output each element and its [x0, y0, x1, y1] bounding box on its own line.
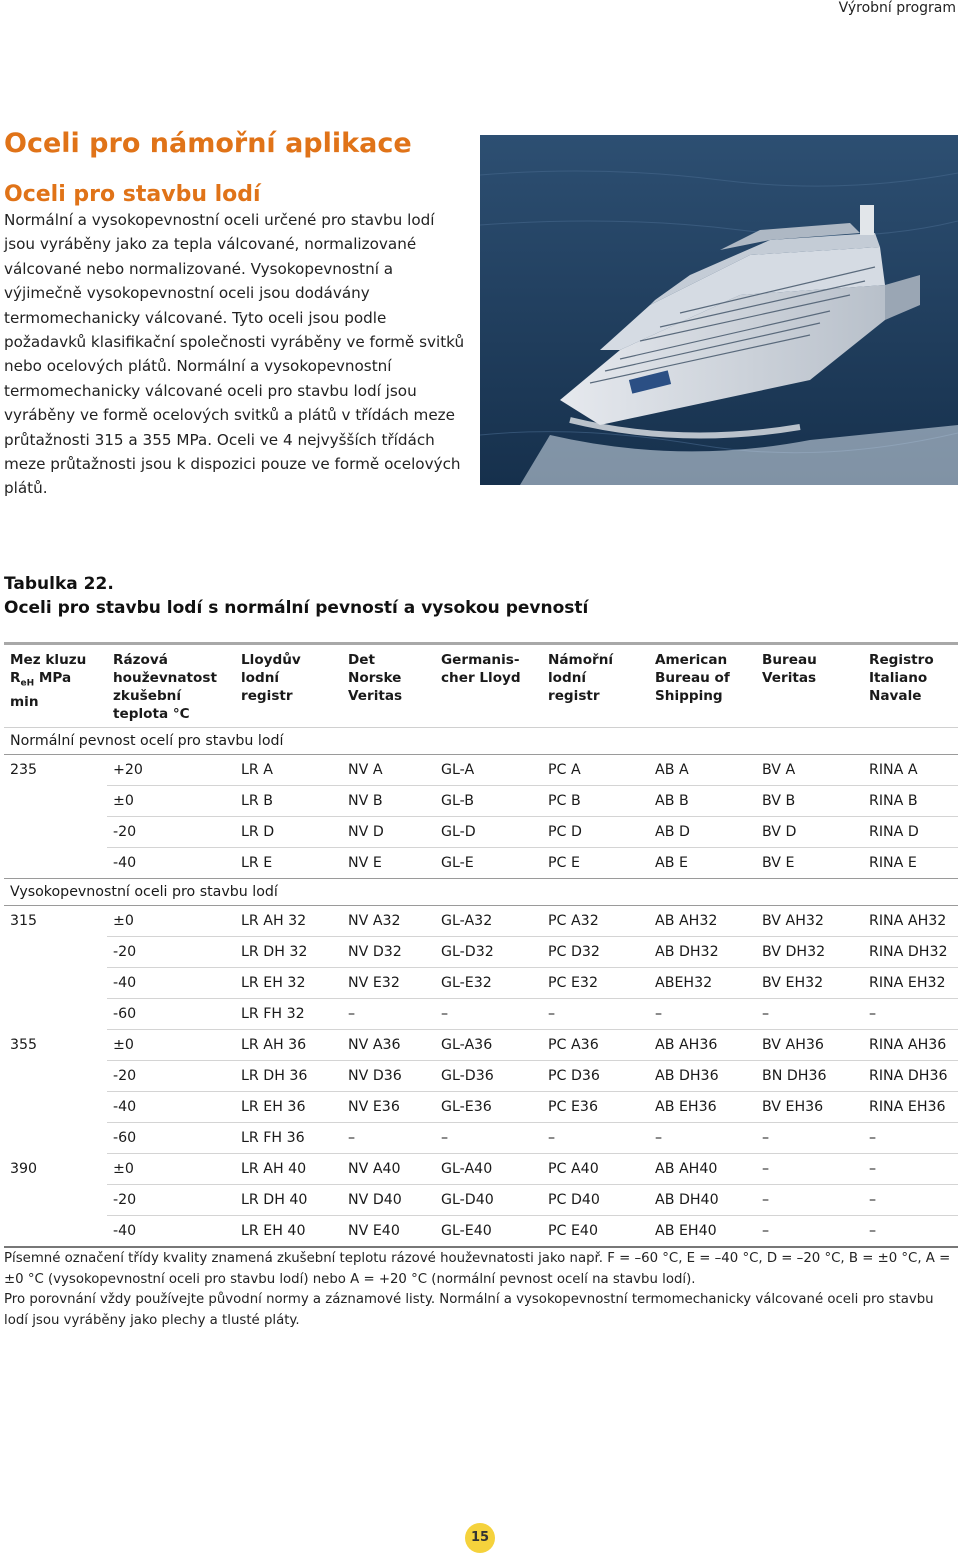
table-row [4, 1092, 958, 1123]
table-cell: NV D [342, 817, 435, 848]
table-cell: NV E32 [342, 968, 435, 999]
table-cell: 355 [10, 1037, 38, 1053]
table-cell: PC E32 [542, 968, 649, 999]
table-cell: -60 [107, 1123, 235, 1154]
table-cell: – [649, 1123, 756, 1154]
table-cell: GL-E32 [435, 968, 542, 999]
table-cell: NV D36 [342, 1061, 435, 1092]
note-comparison: Pro porovnání vždy používejte původní normy a záznamové listy. Normální a vysokopevnostní termomechanicky válcované oceli pro stavbu lodí jsou vyráběny jako plechy a tlusté pláty. [4, 1292, 934, 1328]
table-row [4, 1154, 958, 1185]
table-cell: NV A40 [342, 1154, 435, 1185]
intro-paragraph: Normální a vysokopevnostní oceli určené pro stavbu lodí jsou vyráběny jako za tepla válcované, normalizované válcované nebo normalizované. Vysokopevnostní a výjimečně vysokopevnostní oceli jsou dodávány termomechanicky válcované. Tyto oceli jsou podle požadavků klasifikační společnosti vyráběny ve formě svitků nebo ocelových plátů. Normální a vysokopevnostní termomechanicky válcované oceli pro stavbu lodí jsou vyráběny ve formě ocelových svitků a plátů v třídách meze průtažnosti 315 a 355 MPa. Oceli ve 4 nejvyšších třídách meze průtažnosti jsou k dispozici pouze ve formě ocelových plátů. [4, 211, 465, 498]
table-cell: NV D40 [342, 1185, 435, 1216]
table-cell: LR FH 32 [235, 999, 342, 1030]
table-cell: – [863, 1216, 958, 1248]
steel-grades-table [4, 642, 958, 1248]
table-cell: – [435, 999, 542, 1030]
header-yield-unit: MPa [34, 670, 72, 686]
table-cell: -40 [107, 1216, 235, 1248]
table-group-row [4, 728, 958, 755]
group-label: Vysokopevnostní oceli pro stavbu lodí [4, 879, 958, 906]
table-cell: BV DH32 [756, 937, 863, 968]
table-cell: LR AH 36 [235, 1030, 342, 1061]
table-cell: LR EH 40 [235, 1216, 342, 1248]
table-cell [4, 1216, 107, 1248]
table-cell: – [649, 999, 756, 1030]
table-cell [4, 817, 107, 848]
table-cell: LR E [235, 848, 342, 879]
table-cell: GL-A40 [435, 1154, 542, 1185]
table-cell: BN DH36 [756, 1061, 863, 1092]
table-cell [4, 1061, 107, 1092]
page-title: Oceli pro námořní aplikace [4, 128, 412, 159]
table-cell: PC D [542, 817, 649, 848]
table-cell: RINA DH32 [863, 937, 958, 968]
table-cell: GL-E [435, 848, 542, 879]
table-cell: AB EH36 [649, 1092, 756, 1123]
table-cell: GL-A32 [435, 906, 542, 937]
table-cell: RINA B [863, 786, 958, 817]
table-row [4, 906, 958, 937]
table-cell: PC D36 [542, 1061, 649, 1092]
table-cell: BV D [756, 817, 863, 848]
table-cell: -20 [107, 1185, 235, 1216]
table-cell: LR AH 32 [235, 906, 342, 937]
table-title: Oceli pro stavbu lodí s normální pevností a vysokou pevností [4, 598, 589, 618]
table-cell: BV EH32 [756, 968, 863, 999]
header-yield-strength [4, 644, 107, 728]
table-cell: +20 [107, 755, 235, 786]
table-cell: BV A [756, 755, 863, 786]
table-cell: NV A [342, 755, 435, 786]
header-germanischer-lloyd: Germanis-cher Lloyd [441, 652, 521, 686]
table-cell: PC E36 [542, 1092, 649, 1123]
header-yield-subscript: eH [20, 678, 35, 689]
table-cell: -40 [107, 848, 235, 879]
table-cell: BV AH32 [756, 906, 863, 937]
table-cell [4, 999, 107, 1030]
header-yield-line3: min [10, 693, 39, 710]
table-cell: – [863, 1123, 958, 1154]
table-cell: LR DH 32 [235, 937, 342, 968]
table-cell: ±0 [107, 1154, 235, 1185]
group-label: Normální pevnost ocelí pro stavbu lodí [4, 728, 958, 755]
table-cell: GL-D36 [435, 1061, 542, 1092]
table-cell: NV E36 [342, 1092, 435, 1123]
table-cell: -20 [107, 937, 235, 968]
table-cell [4, 937, 107, 968]
table-cell: AB DH36 [649, 1061, 756, 1092]
table-cell: GL-A36 [435, 1030, 542, 1061]
table-cell: AB B [649, 786, 756, 817]
table-cell: -40 [107, 1092, 235, 1123]
table-cell: – [756, 1154, 863, 1185]
table-cell: GL-D40 [435, 1185, 542, 1216]
header-yield-line1: Mez kluzu [10, 652, 87, 668]
table-cell: AB AH32 [649, 906, 756, 937]
table-cell: -20 [107, 817, 235, 848]
table-row [4, 1185, 958, 1216]
table-cell: NV B [342, 786, 435, 817]
table-cell: ±0 [107, 906, 235, 937]
table-row [4, 1216, 958, 1248]
table-cell: PC D32 [542, 937, 649, 968]
note-quality-letters: Písemné označení třídy kvality znamená zkušební teplotu rázové houževnatosti jako např. F = –60 °C, E = –40 °C, D = –20 °C, B = ±0 °C, A = ±0 °C (vysokopevnostní oceli pro stavbu lodí) nebo A = +20 °C (normální pevnost ocelí na stavbu lodí). [4, 1251, 951, 1287]
table-cell: – [863, 1154, 958, 1185]
table-cell: – [435, 1123, 542, 1154]
table-cell: AB A [649, 755, 756, 786]
header-impact-test: Rázová houževnatost zkušební teplota °C [113, 652, 217, 722]
table-caption [4, 572, 588, 620]
table-cell [4, 1123, 107, 1154]
table-cell: LR DH 36 [235, 1061, 342, 1092]
table-cell: 235 [10, 762, 38, 779]
table-cell [4, 968, 107, 999]
table-cell: – [342, 999, 435, 1030]
table-cell: AB EH40 [649, 1216, 756, 1248]
table-cell: AB E [649, 848, 756, 879]
table-cell: GL-D [435, 817, 542, 848]
table-cell [4, 1092, 107, 1123]
table-cell: -40 [107, 968, 235, 999]
table-notes [4, 1249, 954, 1331]
table-cell: ±0 [107, 786, 235, 817]
table-row [4, 1123, 958, 1154]
header-rina: Registro Italiano Navale [869, 652, 934, 704]
table-cell: LR A [235, 755, 342, 786]
table-group-row [4, 879, 958, 906]
table-cell: ABEH32 [649, 968, 756, 999]
table-cell: 390 [10, 1161, 38, 1177]
table-cell: LR B [235, 786, 342, 817]
table-cell: GL-D32 [435, 937, 542, 968]
table-cell: PC A36 [542, 1030, 649, 1061]
table-cell: -60 [107, 999, 235, 1030]
table-cell [4, 1185, 107, 1216]
table-cell: GL-E40 [435, 1216, 542, 1248]
table-cell: PC A32 [542, 906, 649, 937]
table-cell: PC E [542, 848, 649, 879]
table-cell: NV A32 [342, 906, 435, 937]
table-cell: PC A [542, 755, 649, 786]
header-bureau-veritas: Bureau Veritas [762, 652, 817, 686]
table-cell: NV D32 [342, 937, 435, 968]
table-cell: LR EH 32 [235, 968, 342, 999]
table-cell: – [342, 1123, 435, 1154]
table-cell: RINA E [863, 848, 958, 879]
table-cell: RINA DH36 [863, 1061, 958, 1092]
table-row [4, 937, 958, 968]
table-cell: NV E40 [342, 1216, 435, 1248]
table-row [4, 1061, 958, 1092]
table-cell: PC B [542, 786, 649, 817]
table-cell: ±0 [107, 1030, 235, 1061]
section-title: Oceli pro stavbu lodí [4, 182, 261, 207]
table-row [4, 1030, 958, 1061]
table-cell: – [756, 1185, 863, 1216]
table-cell: LR FH 36 [235, 1123, 342, 1154]
table-cell: RINA EH36 [863, 1092, 958, 1123]
table-cell: GL-A [435, 755, 542, 786]
table-cell: PC D40 [542, 1185, 649, 1216]
table-cell: – [756, 1216, 863, 1248]
cruise-ship-illustration [480, 135, 958, 485]
table-cell: 315 [10, 913, 38, 930]
table-cell: LR DH 40 [235, 1185, 342, 1216]
table-cell: LR AH 40 [235, 1154, 342, 1185]
table-cell: AB AH36 [649, 1030, 756, 1061]
header-yield-symbol: R [10, 670, 21, 686]
table-cell: PC E40 [542, 1216, 649, 1248]
table-cell: AB DH40 [649, 1185, 756, 1216]
table-cell: BV AH36 [756, 1030, 863, 1061]
table-row [4, 999, 958, 1030]
table-cell: AB DH32 [649, 937, 756, 968]
table-row [4, 817, 958, 848]
table-cell: – [542, 1123, 649, 1154]
table-cell: GL-B [435, 786, 542, 817]
table-cell: NV A36 [342, 1030, 435, 1061]
table-row [4, 848, 958, 879]
table-cell: RINA AH32 [863, 906, 958, 937]
table-cell: BV B [756, 786, 863, 817]
cruise-ship-photo [480, 135, 958, 485]
header-abs: American Bureau of Shipping [655, 652, 730, 704]
table-row [4, 786, 958, 817]
table-cell: -20 [107, 1061, 235, 1092]
section-label: Výrobní program [838, 0, 956, 16]
page-number-badge: 15 [465, 1523, 495, 1553]
table-cell: – [542, 999, 649, 1030]
table-cell [4, 786, 107, 817]
table-cell: RINA AH36 [863, 1030, 958, 1061]
table-cell: – [863, 1185, 958, 1216]
table-cell: AB AH40 [649, 1154, 756, 1185]
table-cell: – [863, 999, 958, 1030]
table-cell [4, 848, 107, 879]
header-dnv: Det Norske Veritas [348, 652, 403, 704]
table-cell: AB D [649, 817, 756, 848]
table-row [4, 755, 958, 786]
table-cell: – [756, 999, 863, 1030]
table-cell: RINA A [863, 755, 958, 786]
table-cell: BV E [756, 848, 863, 879]
table-cell: NV E [342, 848, 435, 879]
table-cell: RINA EH32 [863, 968, 958, 999]
table-number: Tabulka 22. [4, 574, 114, 594]
table-header-row [4, 644, 958, 728]
table-row [4, 968, 958, 999]
header-maritime-register: Námořní lodní registr [548, 652, 614, 704]
table-cell: GL-E36 [435, 1092, 542, 1123]
table-cell: LR EH 36 [235, 1092, 342, 1123]
table-cell: LR D [235, 817, 342, 848]
table-cell: BV EH36 [756, 1092, 863, 1123]
table-cell: PC A40 [542, 1154, 649, 1185]
header-lloyds: Lloydův lodní registr [241, 652, 301, 704]
table-cell: RINA D [863, 817, 958, 848]
table-cell: – [756, 1123, 863, 1154]
